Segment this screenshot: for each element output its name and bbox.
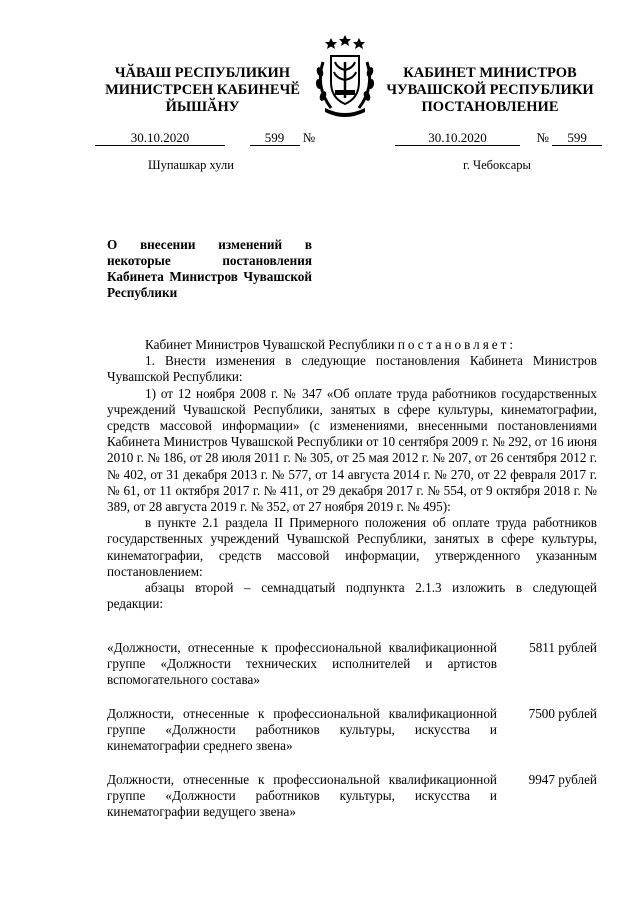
- salary-row-desc: Должности, отнесенные к профессиональной квалификационной группе «Должности работников культуры, искусства и кинематографии среднего звена»: [107, 706, 497, 754]
- chuvash-coat-of-arms-icon: [309, 32, 381, 122]
- left-city: Шупашкар хули: [148, 158, 234, 172]
- salary-row-value: 5811 рублей: [529, 640, 597, 655]
- left-number: 599: [250, 130, 300, 146]
- left-number-sign: №: [302, 130, 316, 145]
- doc-type-chuvash: ЙЫШӐНУ: [165, 99, 240, 115]
- salary-row-value: 7500 рублей: [528, 706, 597, 721]
- paragraph-4: абзацы второй – семнадцатый подпункта 2.1.3 изложить в следующей редакции:: [107, 580, 597, 612]
- salary-row-value: 9947 рублей: [528, 772, 597, 787]
- right-city: г. Чебоксары: [463, 158, 531, 172]
- right-number-sign: №: [536, 130, 549, 145]
- intro-paragraph: [107, 337, 597, 353]
- issuer-chuvash-line2: МИНИСТРСЕН КАБИНЕЧӖ: [105, 82, 300, 98]
- intro-lead: Кабинет Министров Чувашской Республики: [145, 337, 398, 352]
- salary-row-desc: Должности, отнесенные к профессиональной квалификационной группе «Должности работников культуры, искусства и кинематографии ведущего звена»: [107, 772, 497, 820]
- paragraph-3: в пункте 2.1 раздела II Примерного положения об оплате труда работников государственных учреждений Чувашской Республики, занятых в сфере культуры, кинематографии, средств массовой информации, утвержденного указанным постановлением:: [107, 515, 597, 579]
- intro-resolves-word: постановляет:: [397, 337, 517, 352]
- issuer-russian-line1: КАБИНЕТ МИНИСТРОВ: [403, 65, 577, 81]
- issuer-chuvash-line1: ЧӐВАШ РЕСПУБЛИКИН: [114, 65, 291, 81]
- right-number: 599: [552, 130, 602, 146]
- issuer-russian: [375, 65, 605, 99]
- issuer-russian-line2: ЧУВАШСКОЙ РЕСПУБЛИКИ: [386, 82, 594, 98]
- right-date: 30.10.2020: [395, 130, 520, 146]
- doc-type-russian: ПОСТАНОВЛЕНИЕ: [421, 99, 559, 115]
- salary-row-desc: «Должности, отнесенные к профессиональной квалификационной группе «Должности технических исполнителей и артистов вспомогательного состава»: [107, 640, 497, 688]
- paragraph-1: 1. Внести изменения в следующие постановления Кабинета Министров Чувашской Республики:: [107, 353, 597, 385]
- right-meta-line: [395, 130, 602, 146]
- left-meta-line: [95, 130, 315, 146]
- paragraph-2: 1) от 12 ноября 2008 г. № 347 «Об оплате труда работников государственных учреждений Чувашской Республики, занятых в сфере культуры, кинематографии, средств массовой информации» (с изменениями, внесенными постановлениями Кабинета Министров Чувашской Республики от 10 сентября 2009 г. № 292, от 16 июня 2010 г. № 186, от 28 июля 2011 г. № 305, от 25 мая 2012 г. № 207, от 26 сентября 2012 г. № 402, от 31 декабря 2013 г. № 577, от 14 августа 2014 г. № 270, от 22 февраля 2017 г. № 61, от 11 октября 2017 г. № 411, от 29 декабря 2017 г. № 554, от 9 октября 2018 г. № 389, от 28 августа 2019 г. № 352, от 27 ноября 2019 г. № 495):: [107, 385, 597, 515]
- issuer-chuvash: [95, 65, 310, 99]
- left-date: 30.10.2020: [95, 130, 225, 146]
- document-subject: О внесении изменений в некоторые постановления Кабинета Министров Чувашской Республики: [107, 237, 312, 300]
- document-body: [107, 337, 597, 612]
